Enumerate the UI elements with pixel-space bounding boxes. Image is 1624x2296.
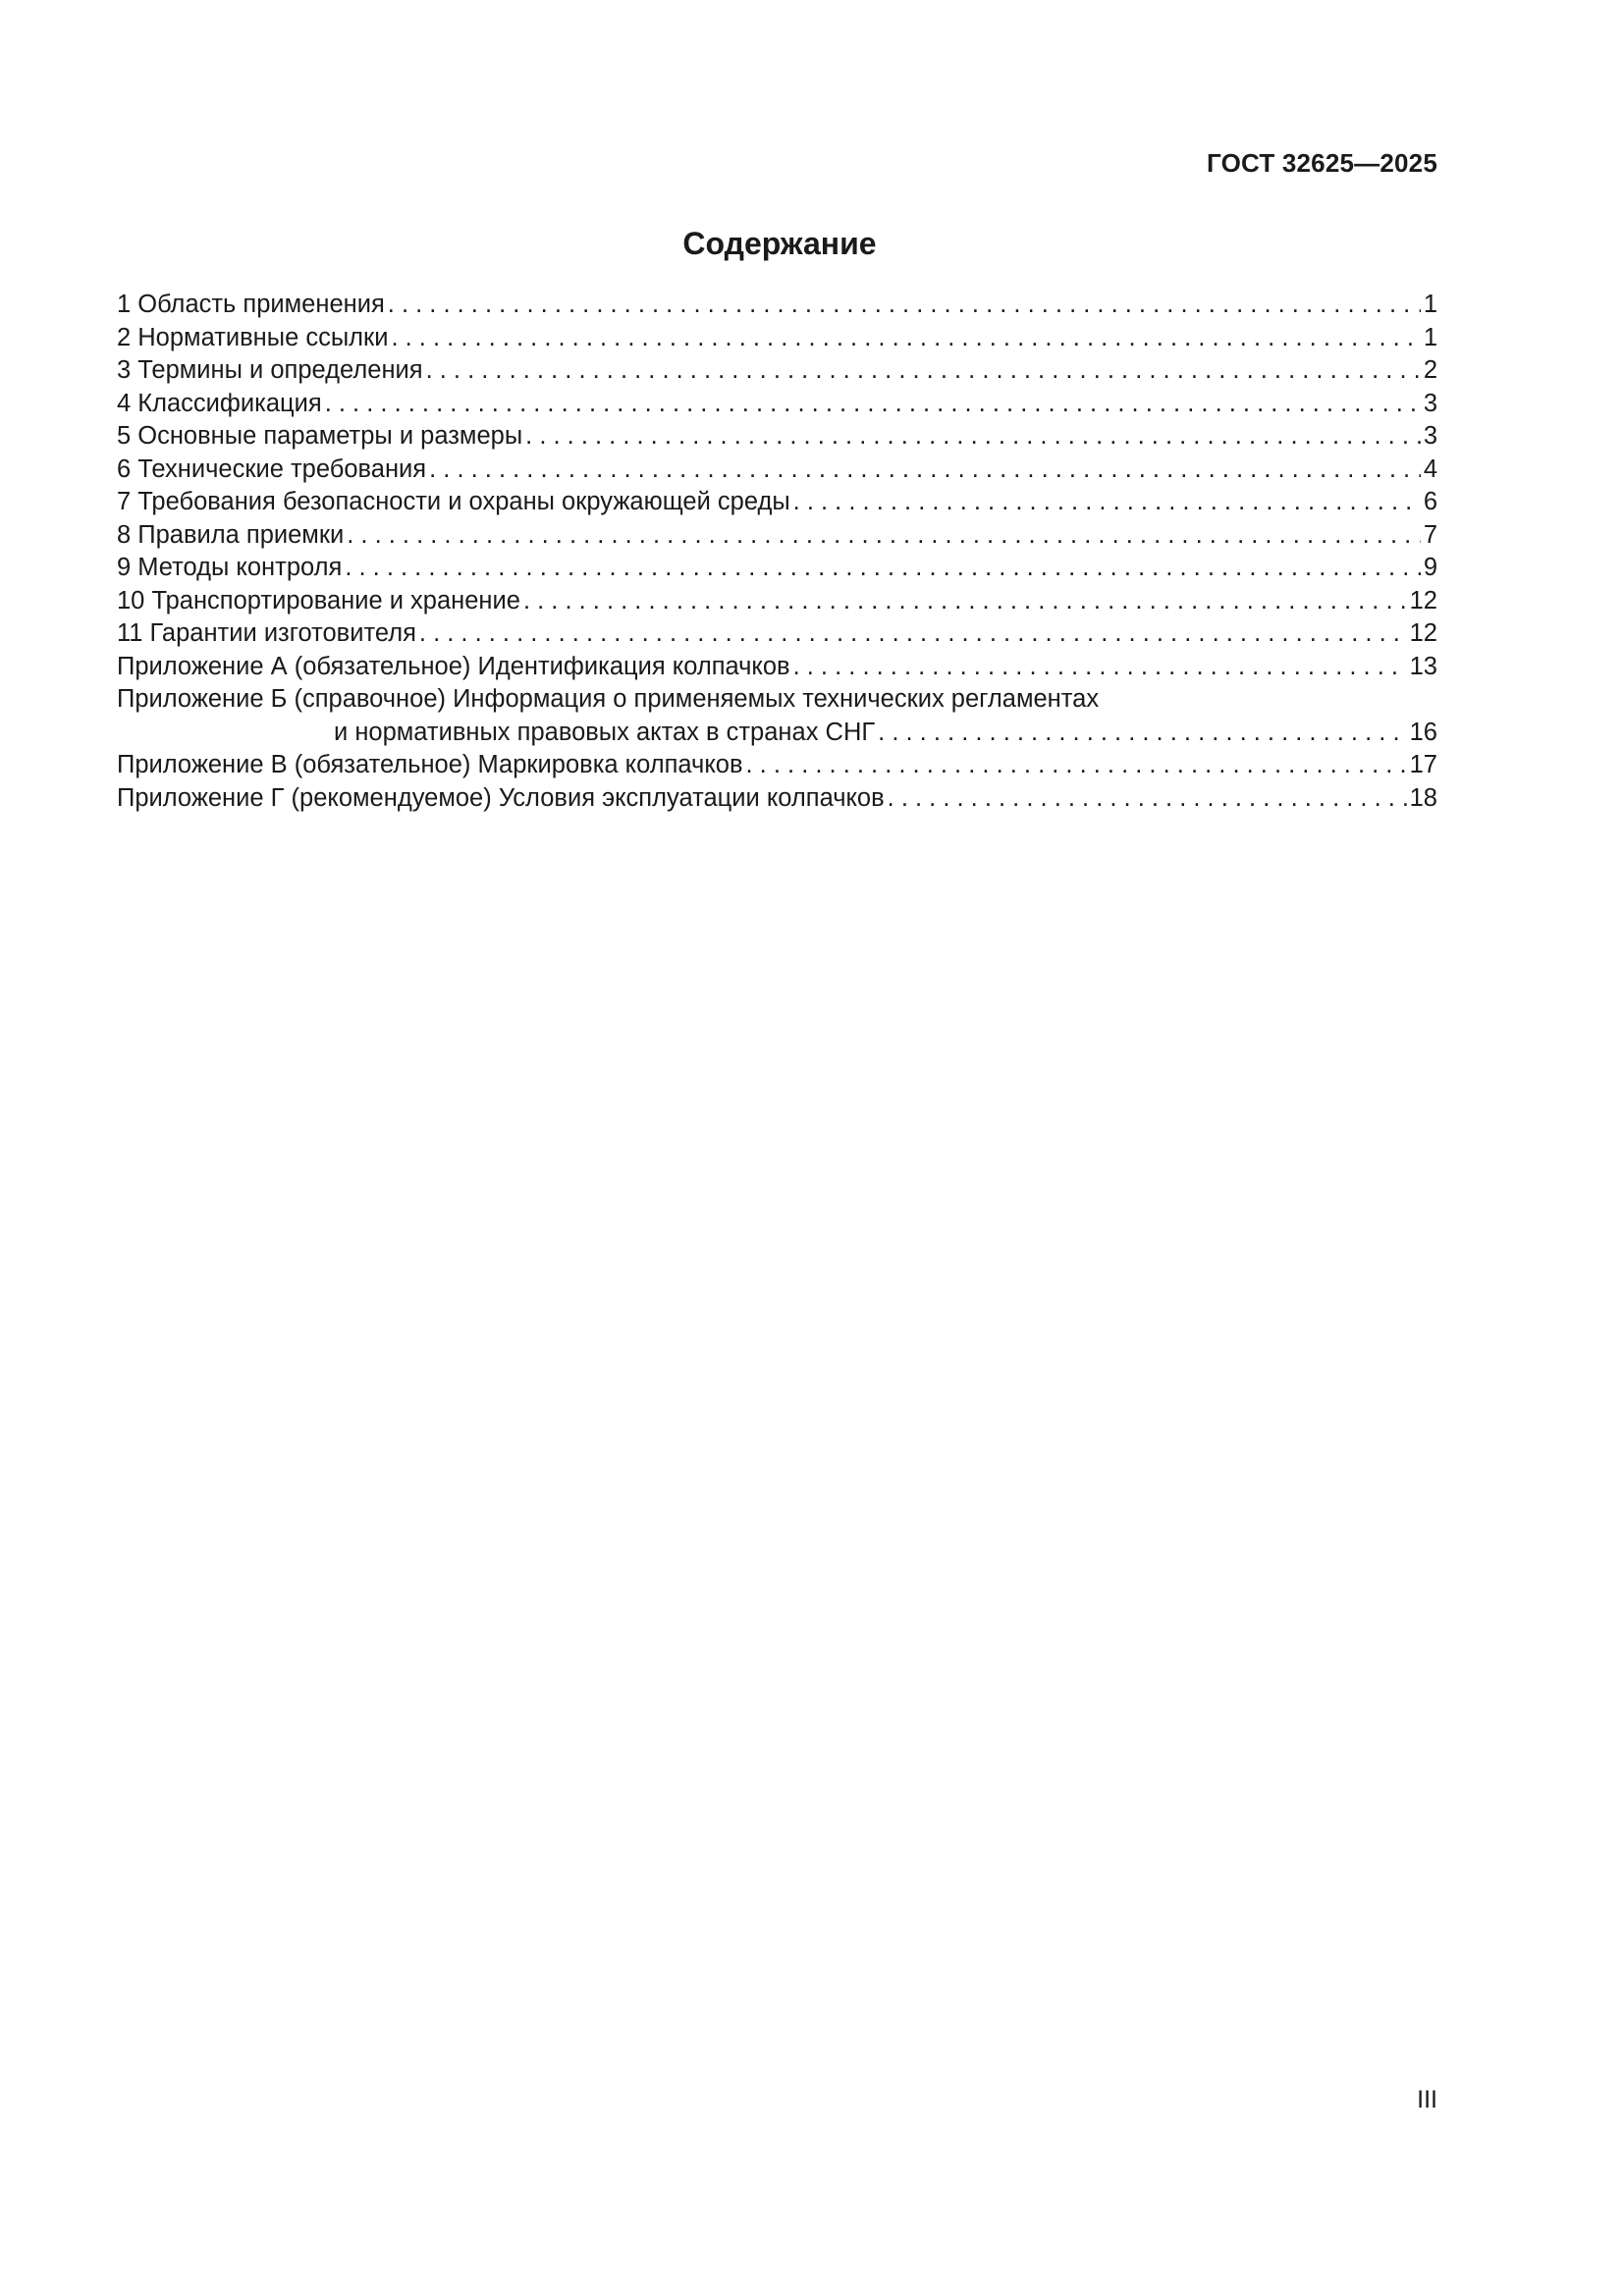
toc-entry[interactable] xyxy=(117,749,1437,782)
toc-entry-page: 7 xyxy=(1423,520,1437,549)
toc-entry[interactable] xyxy=(117,552,1437,585)
toc-entry-label: Приложение А (обязательное) Идентификация колпачков xyxy=(117,652,790,680)
toc-entry-label: Приложение В (обязательное) Маркировка колпачков xyxy=(117,751,743,778)
toc-entry-page: 1 xyxy=(1423,323,1437,351)
toc-entry-label: 7 Требования безопасности и охраны окружающей среды xyxy=(117,488,790,515)
toc-entry-page: 2 xyxy=(1423,356,1437,384)
toc-entry-page: 17 xyxy=(1409,751,1437,778)
toc-entry[interactable] xyxy=(117,486,1437,519)
toc-entry[interactable] xyxy=(117,617,1437,651)
toc-leader-dots xyxy=(426,354,1421,388)
toc-entry-page: 12 xyxy=(1409,586,1437,614)
toc-entry[interactable] xyxy=(117,420,1437,454)
toc-leader-dots xyxy=(419,617,1407,651)
toc-leader-dots xyxy=(793,486,1421,519)
toc-entry-label: 10 Транспортирование и хранение xyxy=(117,586,520,614)
toc-leader-dots xyxy=(793,651,1407,684)
toc-entry-appendix-b[interactable] xyxy=(117,683,1437,749)
toc-entry-label: 5 Основные параметры и размеры xyxy=(117,422,523,450)
toc-entry[interactable] xyxy=(117,519,1437,553)
toc-entry[interactable] xyxy=(117,322,1437,355)
toc-entry-page: 1 xyxy=(1423,291,1437,318)
toc-entry-page: 13 xyxy=(1409,652,1437,680)
toc-entry[interactable] xyxy=(117,782,1437,816)
toc-entry-page: 4 xyxy=(1423,454,1437,483)
toc-leader-dots xyxy=(878,717,1406,750)
toc-leader-dots xyxy=(388,289,1421,322)
toc-entry[interactable] xyxy=(117,651,1437,684)
document-code: ГОСТ 32625—2025 xyxy=(1207,148,1437,178)
page-number: III xyxy=(1417,2086,1437,2113)
toc-leader-dots xyxy=(746,749,1407,782)
toc-entry-label: 6 Технические требования xyxy=(117,454,427,483)
toc-entry-page: 3 xyxy=(1423,389,1437,417)
toc-entry[interactable] xyxy=(117,388,1437,421)
table-of-contents xyxy=(117,289,1437,815)
toc-entry[interactable] xyxy=(117,585,1437,618)
toc-leader-dots xyxy=(429,454,1421,487)
toc-entry-label: 3 Термины и определения xyxy=(117,356,423,384)
toc-leader-dots xyxy=(523,585,1407,618)
toc-leader-dots xyxy=(345,552,1420,585)
toc-leader-dots xyxy=(888,782,1407,816)
toc-leader-dots xyxy=(391,322,1420,355)
toc-entry-page: 6 xyxy=(1423,488,1437,515)
toc-entry-page: 16 xyxy=(1409,718,1437,746)
toc-entry-label: 1 Область применения xyxy=(117,291,385,318)
toc-entry-label: 4 Классификация xyxy=(117,389,322,417)
toc-leader-dots xyxy=(525,420,1421,454)
toc-entry-label-continuation: и нормативных правовых актах в странах СНГ xyxy=(334,718,876,746)
toc-leader-dots xyxy=(347,519,1421,553)
toc-entry-page: 12 xyxy=(1409,619,1437,647)
toc-entry-label: Приложение Г (рекомендуемое) Условия эксплуатации колпачков xyxy=(117,783,885,812)
toc-entry-label: 9 Методы контроля xyxy=(117,554,343,581)
toc-entry-label: 2 Нормативные ссылки xyxy=(117,323,389,351)
toc-entry-page: 9 xyxy=(1423,554,1437,581)
toc-leader-dots xyxy=(325,388,1421,421)
toc-entry-label: Приложение Б (справочное) Информация о применяемых технических регламентах xyxy=(117,685,1100,713)
toc-entry[interactable] xyxy=(117,289,1437,322)
toc-entry[interactable] xyxy=(117,454,1437,487)
toc-entry-page: 3 xyxy=(1423,422,1437,450)
toc-entry[interactable] xyxy=(117,354,1437,388)
toc-title: Содержание xyxy=(682,226,877,261)
toc-entry-label: 8 Правила приемки xyxy=(117,520,345,549)
toc-entry-label: 11 Гарантии изготовителя xyxy=(117,619,416,647)
toc-entry-page: 18 xyxy=(1409,783,1437,812)
